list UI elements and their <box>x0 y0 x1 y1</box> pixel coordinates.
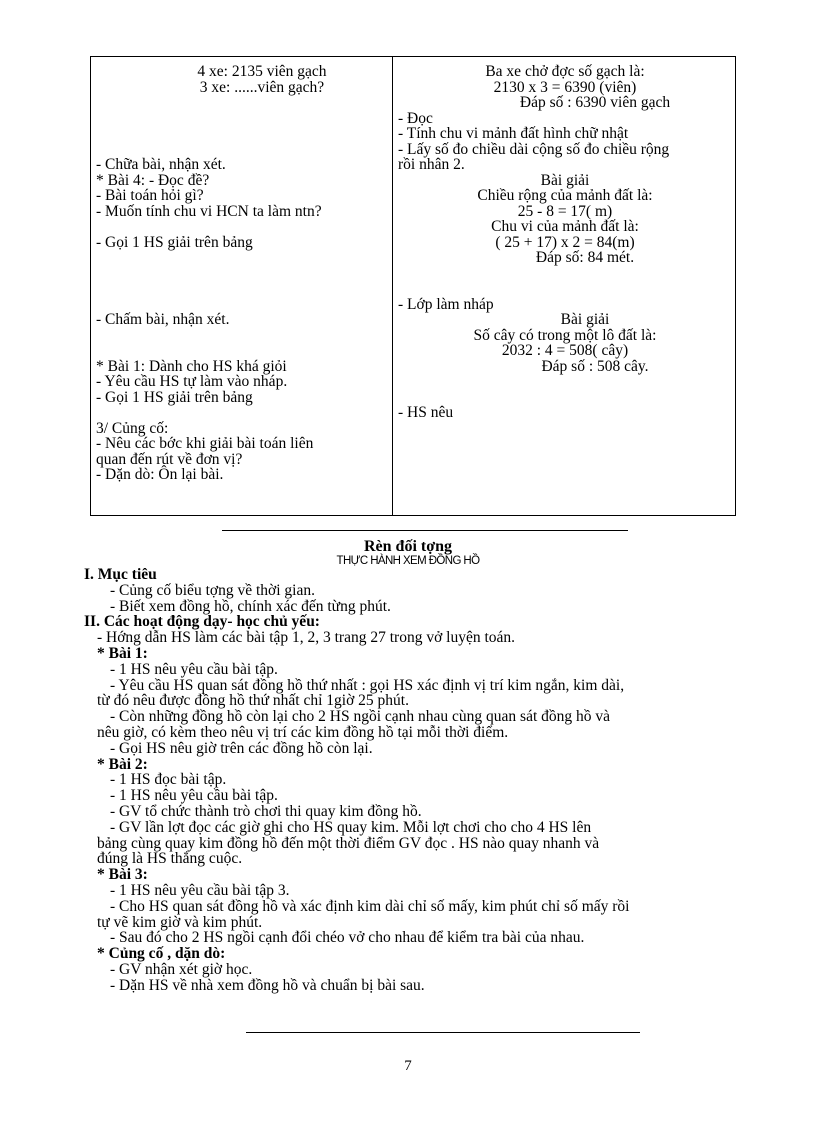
table-line: - Bài toán hỏi gì? <box>96 187 204 204</box>
body-line: - 1 HS nêu yêu cầu bài tập. <box>110 787 278 805</box>
section-subtitle: THỰC HÀNH XEM ĐỒNG HỒ <box>336 555 480 567</box>
body-line: - GV nhận xét giờ học. <box>110 960 253 978</box>
table-line: Đáp số : 508 cây. <box>541 357 649 375</box>
body-line: - 1 HS đọc bài tập. <box>110 771 227 789</box>
table-line: - Muốn tính chu vi HCN ta làm ntn? <box>96 202 322 220</box>
table-line: Đáp số: 84 mét. <box>535 249 635 266</box>
exercise-heading: * Bài 3: <box>97 866 148 884</box>
table-line: 2130 x 3 = 6390 (viên) <box>493 78 637 96</box>
table-line: - Chấm bài, nhận xét. <box>96 311 230 328</box>
body-line: - Cho HS quan sát đồng hồ và xác định kim dài chỉ số mấy, kim phút chỉ số mấy rồi <box>110 897 630 915</box>
table-line: - Lớp làm nháp <box>398 295 494 313</box>
table-line: Bài giải <box>560 311 610 328</box>
table-line: - Tính chu vi mảnh đất hình chữ nhật <box>398 125 629 142</box>
table-line: Đáp số : 6390 viên gạch <box>519 94 671 111</box>
table-line: Chiều rộng của mảnh đất là: <box>477 187 653 204</box>
table-line: rồi nhân 2. <box>398 156 465 173</box>
body-line: từ đó nêu được đồng hồ thứ nhất chỉ 1giờ 25 phút. <box>97 692 409 710</box>
body-line: - 1 HS nêu yêu cầu bài tập. <box>110 660 278 678</box>
body-line: - Củng cố biểu tợng về thời gian. <box>110 581 315 599</box>
body-line: - 1 HS nêu yêu cầu bài tập 3. <box>110 881 290 899</box>
lesson-body <box>84 566 777 994</box>
divider-line <box>222 530 628 531</box>
table-line: 3/ Củng cố: <box>96 419 169 437</box>
body-line: - Biết xem đồng hồ, chính xác đến từng phút. <box>110 597 391 615</box>
body-line: bảng cùng quay kim đồng hồ đến một thời điểm GV đọc . HS nào quay nhanh và <box>97 834 600 852</box>
table-line: - Yêu cầu HS tự làm vào nháp. <box>96 373 288 390</box>
teacher-activities-column <box>96 64 388 483</box>
table-line: - Gọi 1 HS giải trên bảng <box>96 388 253 406</box>
table-line: Bài giải <box>540 171 590 189</box>
table-line: - Nêu các bớc khi giải bài toán liên <box>96 435 314 452</box>
page-number: 7 <box>404 1058 412 1074</box>
section-title: Rèn đối tợng <box>364 538 452 555</box>
table-line: - Lấy số đo chiều dài cộng số đo chiều rộng <box>398 140 670 158</box>
table-line: - Dặn dò: Ôn lại bài. <box>96 466 224 483</box>
exercise-heading: * Bài 1: <box>97 644 148 662</box>
heading-activities: II. Các hoạt động dạy- học chủ yếu: <box>84 613 320 631</box>
table-line: - Gọi 1 HS giải trên bảng <box>96 233 253 251</box>
student-activities-column <box>398 64 732 421</box>
table-line: Ba xe chở đợc số gạch là: <box>485 63 645 80</box>
exercise-heading: * Bài 2: <box>97 755 148 773</box>
body-line: - Dặn HS về nhà xem đồng hồ và chuẩn bị bài sau. <box>110 976 425 994</box>
body-line: - Yêu cầu HS quan sát đồng hồ thứ nhất : gọi HS xác định vị trí kim ngắn, kim dài, <box>110 676 625 694</box>
problem-line: 4 xe: 2135 viên gạch <box>197 63 327 80</box>
body-line: - Gọi HS nêu giờ trên các đồng hồ còn lại. <box>110 739 373 757</box>
table-line: ( 25 + 17) x 2 = 84(m) <box>495 233 635 251</box>
body-line: tự vẽ kim giờ và kim phút. <box>97 913 263 931</box>
table-line: - Đọc <box>398 109 433 127</box>
body-line: - Còn những đồng hồ còn lại cho 2 HS ngồi cạnh nhau cùng quan sát đồng hồ và <box>110 708 611 726</box>
table-line: Số cây có trong một lô đất là: <box>473 326 657 344</box>
exercise-heading: * Củng cố , dặn dò: <box>97 945 226 963</box>
heading-objectives: I. Mục tiêu <box>84 566 157 583</box>
body-line: - GV lần lợt đọc các giờ ghi cho HS quay kim. Mỗi lợt chơi cho cho 4 HS lên <box>110 818 592 836</box>
table-line: 25 - 8 = 17( m) <box>517 202 613 220</box>
body-line: đúng là HS thắng cuộc. <box>97 850 243 868</box>
table-line: - HS nêu <box>398 404 454 421</box>
table-column-divider <box>392 57 393 515</box>
body-line: nêu giờ, có kèm theo nêu vị trí các kim đồng hồ tại mỗi thời điểm. <box>97 723 509 741</box>
body-line: - Hớng dẫn HS làm các bài tập 1, 2, 3 trang 27 trong vở luyện toán. <box>97 629 516 647</box>
divider-line <box>246 1032 640 1033</box>
table-line: - Chữa bài, nhận xét. <box>96 156 226 173</box>
table-line: Chu vi của mảnh đất là: <box>491 218 639 235</box>
table-line: quan đến rút về đơn vị? <box>96 450 243 468</box>
table-line: 2032 : 4 = 508( cây) <box>501 342 629 359</box>
problem-line: 3 xe: ......viên gạch? <box>199 78 325 96</box>
body-line: - GV tổ chức thành trò chơi thi quay kim đồng hồ. <box>110 802 422 820</box>
body-line: - Sau đó cho 2 HS ngồi cạnh đổi chéo vở cho nhau để kiểm tra bài của nhau. <box>110 929 585 947</box>
lesson-table <box>90 56 736 516</box>
table-line: * Bài 1: Dành cho HS khá giỏi <box>96 357 287 375</box>
table-line: * Bài 4: - Đọc đề? <box>96 171 210 189</box>
